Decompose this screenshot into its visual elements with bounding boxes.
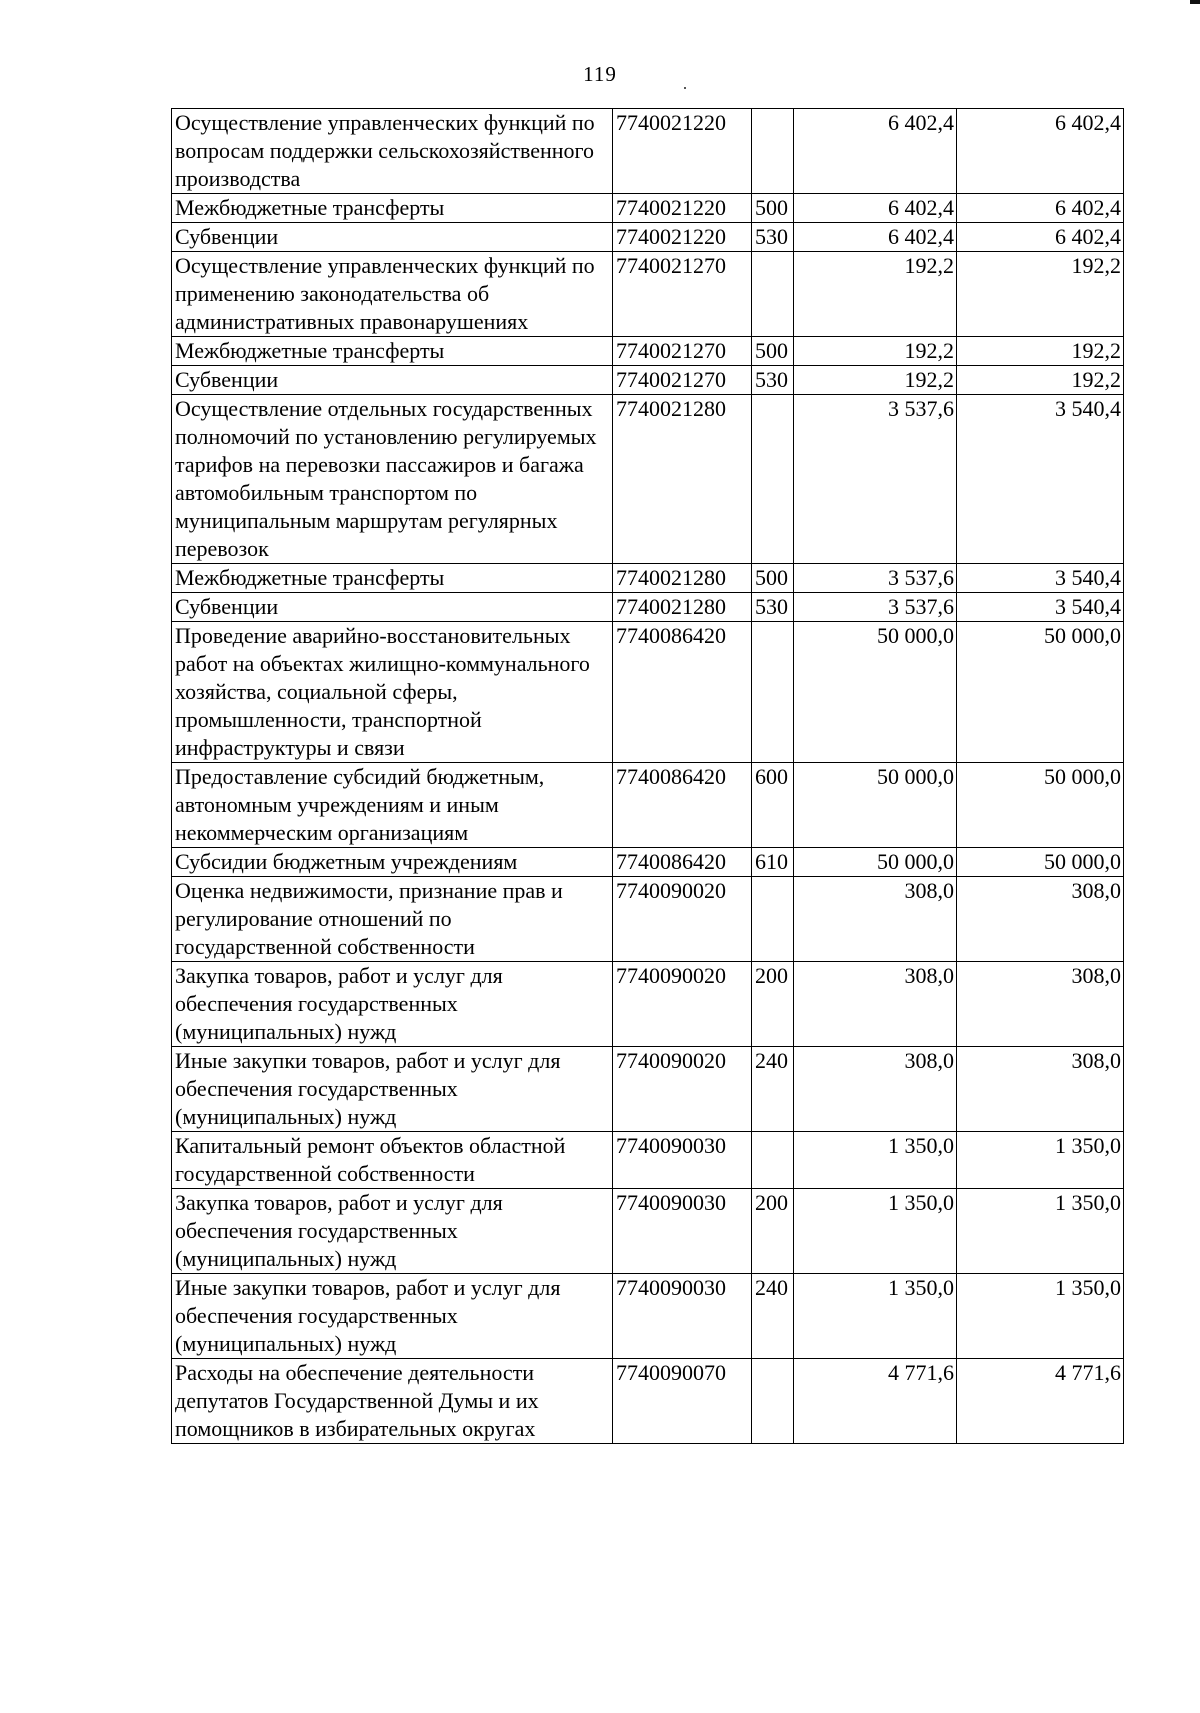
row-code-cell: 7740086420 (613, 848, 752, 877)
row-code-cell: 7740090070 (613, 1359, 752, 1444)
row-amount-year1-cell: 4 771,6 (794, 1359, 957, 1444)
row-amount-year2-cell: 3 540,4 (957, 564, 1124, 593)
table-row (172, 877, 1124, 962)
row-code-cell: 7740021220 (613, 109, 752, 194)
row-amount-year1-cell: 1 350,0 (794, 1132, 957, 1189)
row-amount-year1-cell: 3 537,6 (794, 593, 957, 622)
row-expense-type-cell: 200 (752, 1189, 794, 1274)
table-row (172, 223, 1124, 252)
row-expense-type-cell: 530 (752, 593, 794, 622)
row-expense-type-cell (752, 622, 794, 763)
row-expense-type-cell (752, 1359, 794, 1444)
row-expense-type-cell (752, 877, 794, 962)
table-row (172, 194, 1124, 223)
row-name-cell: Проведение аварийно-восстановительных работ на объектах жилищно-коммунального хозяйства, социальной сферы, промышленности, транспортной инфраструктуры и связи (172, 622, 613, 763)
row-amount-year2-cell: 50 000,0 (957, 622, 1124, 763)
row-amount-year2-cell: 3 540,4 (957, 395, 1124, 564)
row-code-cell: 7740021270 (613, 337, 752, 366)
row-expense-type-cell (752, 1132, 794, 1189)
row-amount-year1-cell: 50 000,0 (794, 622, 957, 763)
row-amount-year1-cell: 3 537,6 (794, 395, 957, 564)
row-amount-year2-cell: 6 402,4 (957, 194, 1124, 223)
row-name-cell: Иные закупки товаров, работ и услуг для обеспечения государственных (муниципальных) нужд (172, 1274, 613, 1359)
row-amount-year1-cell: 308,0 (794, 877, 957, 962)
table-row (172, 848, 1124, 877)
row-name-cell: Предоставление субсидий бюджетным, автономным учреждениям и иным некоммерческим организациям (172, 763, 613, 848)
budget-table-body (172, 109, 1124, 1444)
row-code-cell: 7740021220 (613, 194, 752, 223)
row-code-cell: 7740090030 (613, 1189, 752, 1274)
table-row (172, 622, 1124, 763)
row-amount-year1-cell: 308,0 (794, 1047, 957, 1132)
row-amount-year2-cell: 1 350,0 (957, 1274, 1124, 1359)
row-amount-year1-cell: 6 402,4 (794, 109, 957, 194)
row-code-cell: 7740090030 (613, 1274, 752, 1359)
table-row (172, 366, 1124, 395)
row-expense-type-cell: 200 (752, 962, 794, 1047)
table-row (172, 1132, 1124, 1189)
row-expense-type-cell (752, 395, 794, 564)
row-amount-year1-cell: 192,2 (794, 252, 957, 337)
row-name-cell: Расходы на обеспечение деятельности депутатов Государственной Думы и их помощников в избирательных округах (172, 1359, 613, 1444)
row-name-cell: Осуществление управленческих функций по вопросам поддержки сельскохозяйственного производства (172, 109, 613, 194)
table-row (172, 962, 1124, 1047)
row-amount-year2-cell: 4 771,6 (957, 1359, 1124, 1444)
table-row (172, 1359, 1124, 1444)
row-amount-year1-cell: 3 537,6 (794, 564, 957, 593)
row-name-cell: Субвенции (172, 366, 613, 395)
row-name-cell: Капитальный ремонт объектов областной государственной собственности (172, 1132, 613, 1189)
row-expense-type-cell: 600 (752, 763, 794, 848)
table-row (172, 109, 1124, 194)
row-name-cell: Осуществление отдельных государственных полномочий по установлению регулируемых тарифов на перевозки пассажиров и багажа автомобильным транспортом по муниципальным маршрутам регулярных перевозок (172, 395, 613, 564)
scan-dot (684, 87, 686, 89)
row-expense-type-cell: 500 (752, 194, 794, 223)
row-expense-type-cell: 500 (752, 337, 794, 366)
row-name-cell: Межбюджетные трансферты (172, 194, 613, 223)
row-amount-year1-cell: 1 350,0 (794, 1274, 957, 1359)
row-amount-year2-cell: 192,2 (957, 337, 1124, 366)
row-code-cell: 7740021280 (613, 564, 752, 593)
row-expense-type-cell: 500 (752, 564, 794, 593)
row-name-cell: Субвенции (172, 593, 613, 622)
row-amount-year2-cell: 6 402,4 (957, 223, 1124, 252)
table-row (172, 564, 1124, 593)
row-amount-year2-cell: 308,0 (957, 962, 1124, 1047)
row-code-cell: 7740021270 (613, 366, 752, 395)
row-amount-year1-cell: 6 402,4 (794, 194, 957, 223)
row-amount-year1-cell: 50 000,0 (794, 763, 957, 848)
row-amount-year2-cell: 192,2 (957, 252, 1124, 337)
table-row (172, 1047, 1124, 1132)
row-code-cell: 7740086420 (613, 763, 752, 848)
page-number: 119 (583, 62, 617, 86)
row-name-cell: Оценка недвижимости, признание прав и регулирование отношений по государственной собственности (172, 877, 613, 962)
table-row (172, 395, 1124, 564)
row-expense-type-cell: 240 (752, 1047, 794, 1132)
row-amount-year2-cell: 308,0 (957, 1047, 1124, 1132)
row-code-cell: 7740090030 (613, 1132, 752, 1189)
row-name-cell: Субвенции (172, 223, 613, 252)
row-amount-year1-cell: 6 402,4 (794, 223, 957, 252)
row-name-cell: Межбюджетные трансферты (172, 564, 613, 593)
row-code-cell: 7740086420 (613, 622, 752, 763)
row-name-cell: Осуществление управленческих функций по применению законодательства об административных правонарушениях (172, 252, 613, 337)
row-amount-year1-cell: 50 000,0 (794, 848, 957, 877)
row-amount-year2-cell: 308,0 (957, 877, 1124, 962)
row-amount-year2-cell: 3 540,4 (957, 593, 1124, 622)
row-amount-year2-cell: 50 000,0 (957, 848, 1124, 877)
row-amount-year2-cell: 6 402,4 (957, 109, 1124, 194)
row-code-cell: 7740021280 (613, 593, 752, 622)
row-code-cell: 7740090020 (613, 1047, 752, 1132)
row-expense-type-cell: 240 (752, 1274, 794, 1359)
row-name-cell: Иные закупки товаров, работ и услуг для обеспечения государственных (муниципальных) нужд (172, 1047, 613, 1132)
row-amount-year2-cell: 192,2 (957, 366, 1124, 395)
row-expense-type-cell (752, 252, 794, 337)
row-expense-type-cell: 530 (752, 223, 794, 252)
row-code-cell: 7740021270 (613, 252, 752, 337)
row-name-cell: Межбюджетные трансферты (172, 337, 613, 366)
row-expense-type-cell: 610 (752, 848, 794, 877)
row-expense-type-cell: 530 (752, 366, 794, 395)
row-code-cell: 7740021220 (613, 223, 752, 252)
row-name-cell: Закупка товаров, работ и услуг для обеспечения государственных (муниципальных) нужд (172, 1189, 613, 1274)
row-expense-type-cell (752, 109, 794, 194)
row-amount-year1-cell: 308,0 (794, 962, 957, 1047)
table-row (172, 1189, 1124, 1274)
table-row (172, 1274, 1124, 1359)
table-row (172, 763, 1124, 848)
row-name-cell: Субсидии бюджетным учреждениям (172, 848, 613, 877)
row-amount-year1-cell: 192,2 (794, 337, 957, 366)
row-amount-year2-cell: 50 000,0 (957, 763, 1124, 848)
row-code-cell: 7740090020 (613, 877, 752, 962)
table-row (172, 337, 1124, 366)
row-amount-year2-cell: 1 350,0 (957, 1132, 1124, 1189)
row-amount-year1-cell: 192,2 (794, 366, 957, 395)
table-row (172, 593, 1124, 622)
scan-edge-mark (1190, 0, 1200, 4)
row-name-cell: Закупка товаров, работ и услуг для обеспечения государственных (муниципальных) нужд (172, 962, 613, 1047)
row-amount-year1-cell: 1 350,0 (794, 1189, 957, 1274)
budget-table (171, 108, 1124, 1444)
row-code-cell: 7740021280 (613, 395, 752, 564)
table-row (172, 252, 1124, 337)
row-code-cell: 7740090020 (613, 962, 752, 1047)
row-amount-year2-cell: 1 350,0 (957, 1189, 1124, 1274)
